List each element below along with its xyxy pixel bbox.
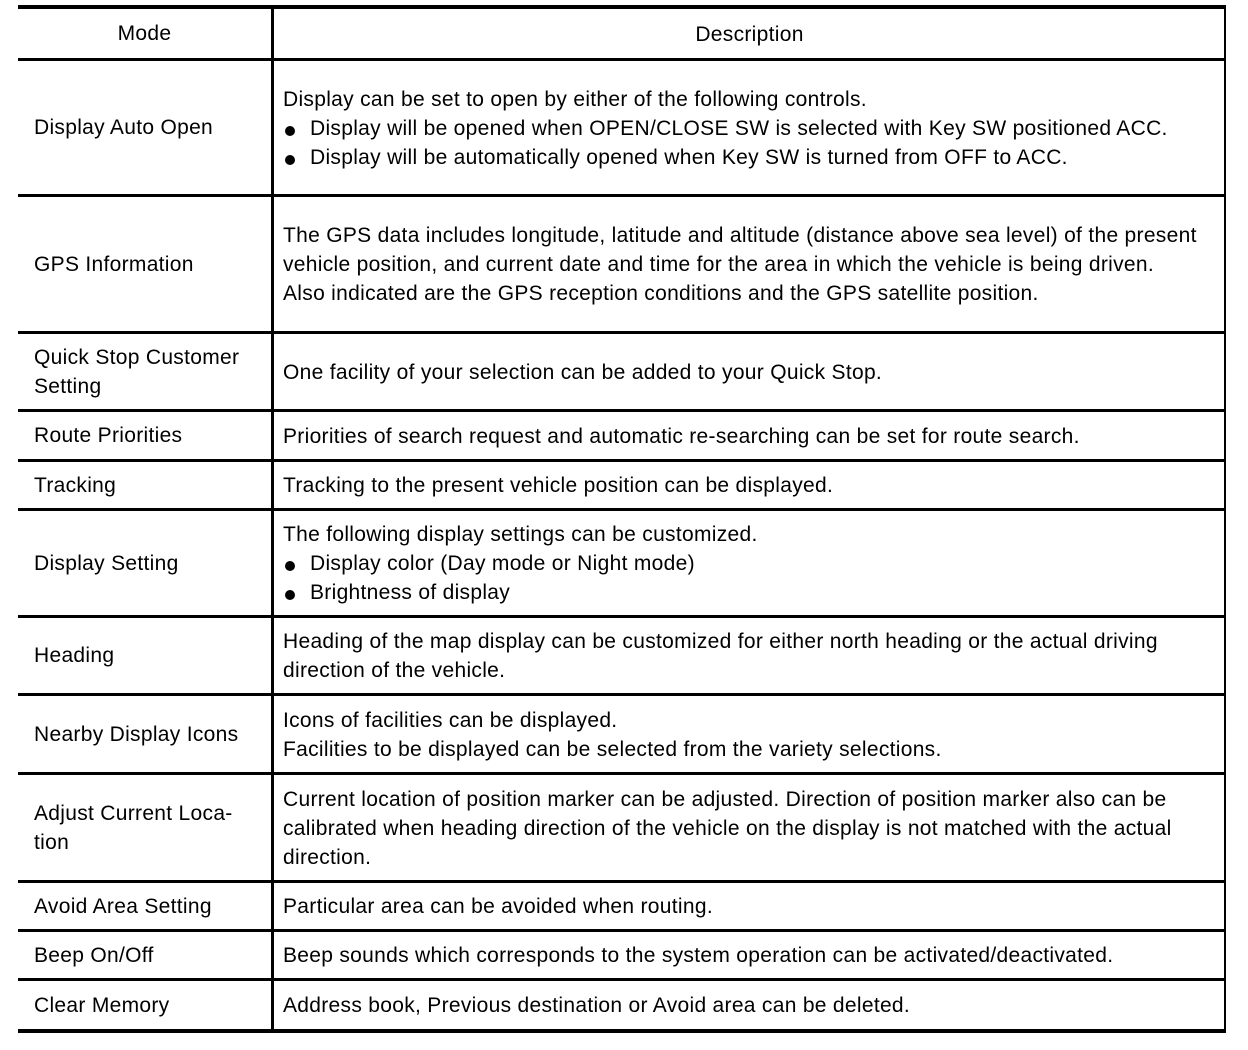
description-cell xyxy=(274,61,1224,194)
mode-description-table xyxy=(18,5,1226,1033)
description-line: Facilities to be displayed can be selected from the variety selections. xyxy=(283,737,942,761)
description-line: Also indicated are the GPS reception conditions and the GPS satellite position. xyxy=(283,282,1039,305)
description-line: Display can be set to open by either of the following controls. xyxy=(283,87,867,111)
bullet-item: Display color (Day mode or Night mode) xyxy=(283,549,1216,578)
description-cell xyxy=(274,618,1224,693)
description-line: Current location of position marker can be adjusted. Direction of position marker also can be calibrated when heading direction of the vehicle on the display is not matched with the actual direction. xyxy=(283,787,1172,869)
description-line: Icons of facilities can be displayed. xyxy=(283,708,618,732)
description-cell xyxy=(274,932,1224,978)
description-line: Particular area can be avoided when routing. xyxy=(283,895,713,918)
description-line: Address book, Previous destination or Avoid area can be deleted. xyxy=(283,994,911,1017)
mode-cell: Adjust Current Loca-tion xyxy=(18,775,274,880)
mode-cell: Heading xyxy=(18,618,274,693)
header-description: Description xyxy=(695,22,804,46)
table-row xyxy=(18,511,1224,618)
mode-cell: Tracking xyxy=(18,462,274,508)
description-line: Beep sounds which corresponds to the system operation can be activated/deactivated. xyxy=(283,944,1114,967)
description-cell xyxy=(274,696,1224,772)
mode-cell: Quick Stop Customer Setting xyxy=(18,334,274,409)
bullet-item: Display will be automatically opened when Key SW is turned from OFF to ACC. xyxy=(283,143,1216,172)
description-cell xyxy=(274,462,1224,508)
mode-cell: Clear Memory xyxy=(18,981,274,1029)
mode-cell: Display Setting xyxy=(18,511,274,615)
mode-cell: Display Auto Open xyxy=(18,61,274,194)
description-cell xyxy=(274,334,1224,409)
description-line: The following display settings can be customized. xyxy=(283,523,758,546)
table-row xyxy=(18,412,1224,462)
bullet-item: Brightness of display xyxy=(283,578,1216,607)
table-row xyxy=(18,618,1224,696)
table-row xyxy=(18,883,1224,932)
description-line: Priorities of search request and automatic re-searching can be set for route search. xyxy=(283,424,1080,448)
table-row xyxy=(18,334,1224,412)
description-line: One facility of your selection can be added to your Quick Stop. xyxy=(283,360,883,384)
mode-cell: Beep On/Off xyxy=(18,932,274,978)
description-line: Heading of the map display can be customized for either north heading or the actual driving direction of the vehicle. xyxy=(283,630,1158,682)
mode-cell: Nearby Display Icons xyxy=(18,696,274,772)
mode-cell: Route Priorities xyxy=(18,412,274,459)
description-line: The GPS data includes longitude, latitude and altitude (distance above sea level) of the present vehicle position, and current date and time for the area in which the vehicle is being driven. xyxy=(283,224,1197,276)
mode-cell: Avoid Area Setting xyxy=(18,883,274,929)
description-line: Tracking to the present vehicle position can be displayed. xyxy=(283,474,834,497)
table-header-row xyxy=(18,9,1224,61)
table-row xyxy=(18,462,1224,511)
table-row xyxy=(18,61,1224,197)
description-cell xyxy=(274,412,1224,459)
description-cell xyxy=(274,197,1224,331)
table-row xyxy=(18,932,1224,981)
table-row xyxy=(18,981,1224,1029)
description-cell xyxy=(274,981,1224,1029)
description-cell xyxy=(274,883,1224,929)
mode-cell: GPS Information xyxy=(18,197,274,331)
description-cell xyxy=(274,775,1224,880)
table-row xyxy=(18,696,1224,775)
table-row xyxy=(18,197,1224,334)
header-mode: Mode xyxy=(18,9,274,58)
table-row xyxy=(18,775,1224,883)
description-cell xyxy=(274,511,1224,615)
bullet-item: Display will be opened when OPEN/CLOSE SW is selected with Key SW positioned ACC. xyxy=(283,114,1216,143)
